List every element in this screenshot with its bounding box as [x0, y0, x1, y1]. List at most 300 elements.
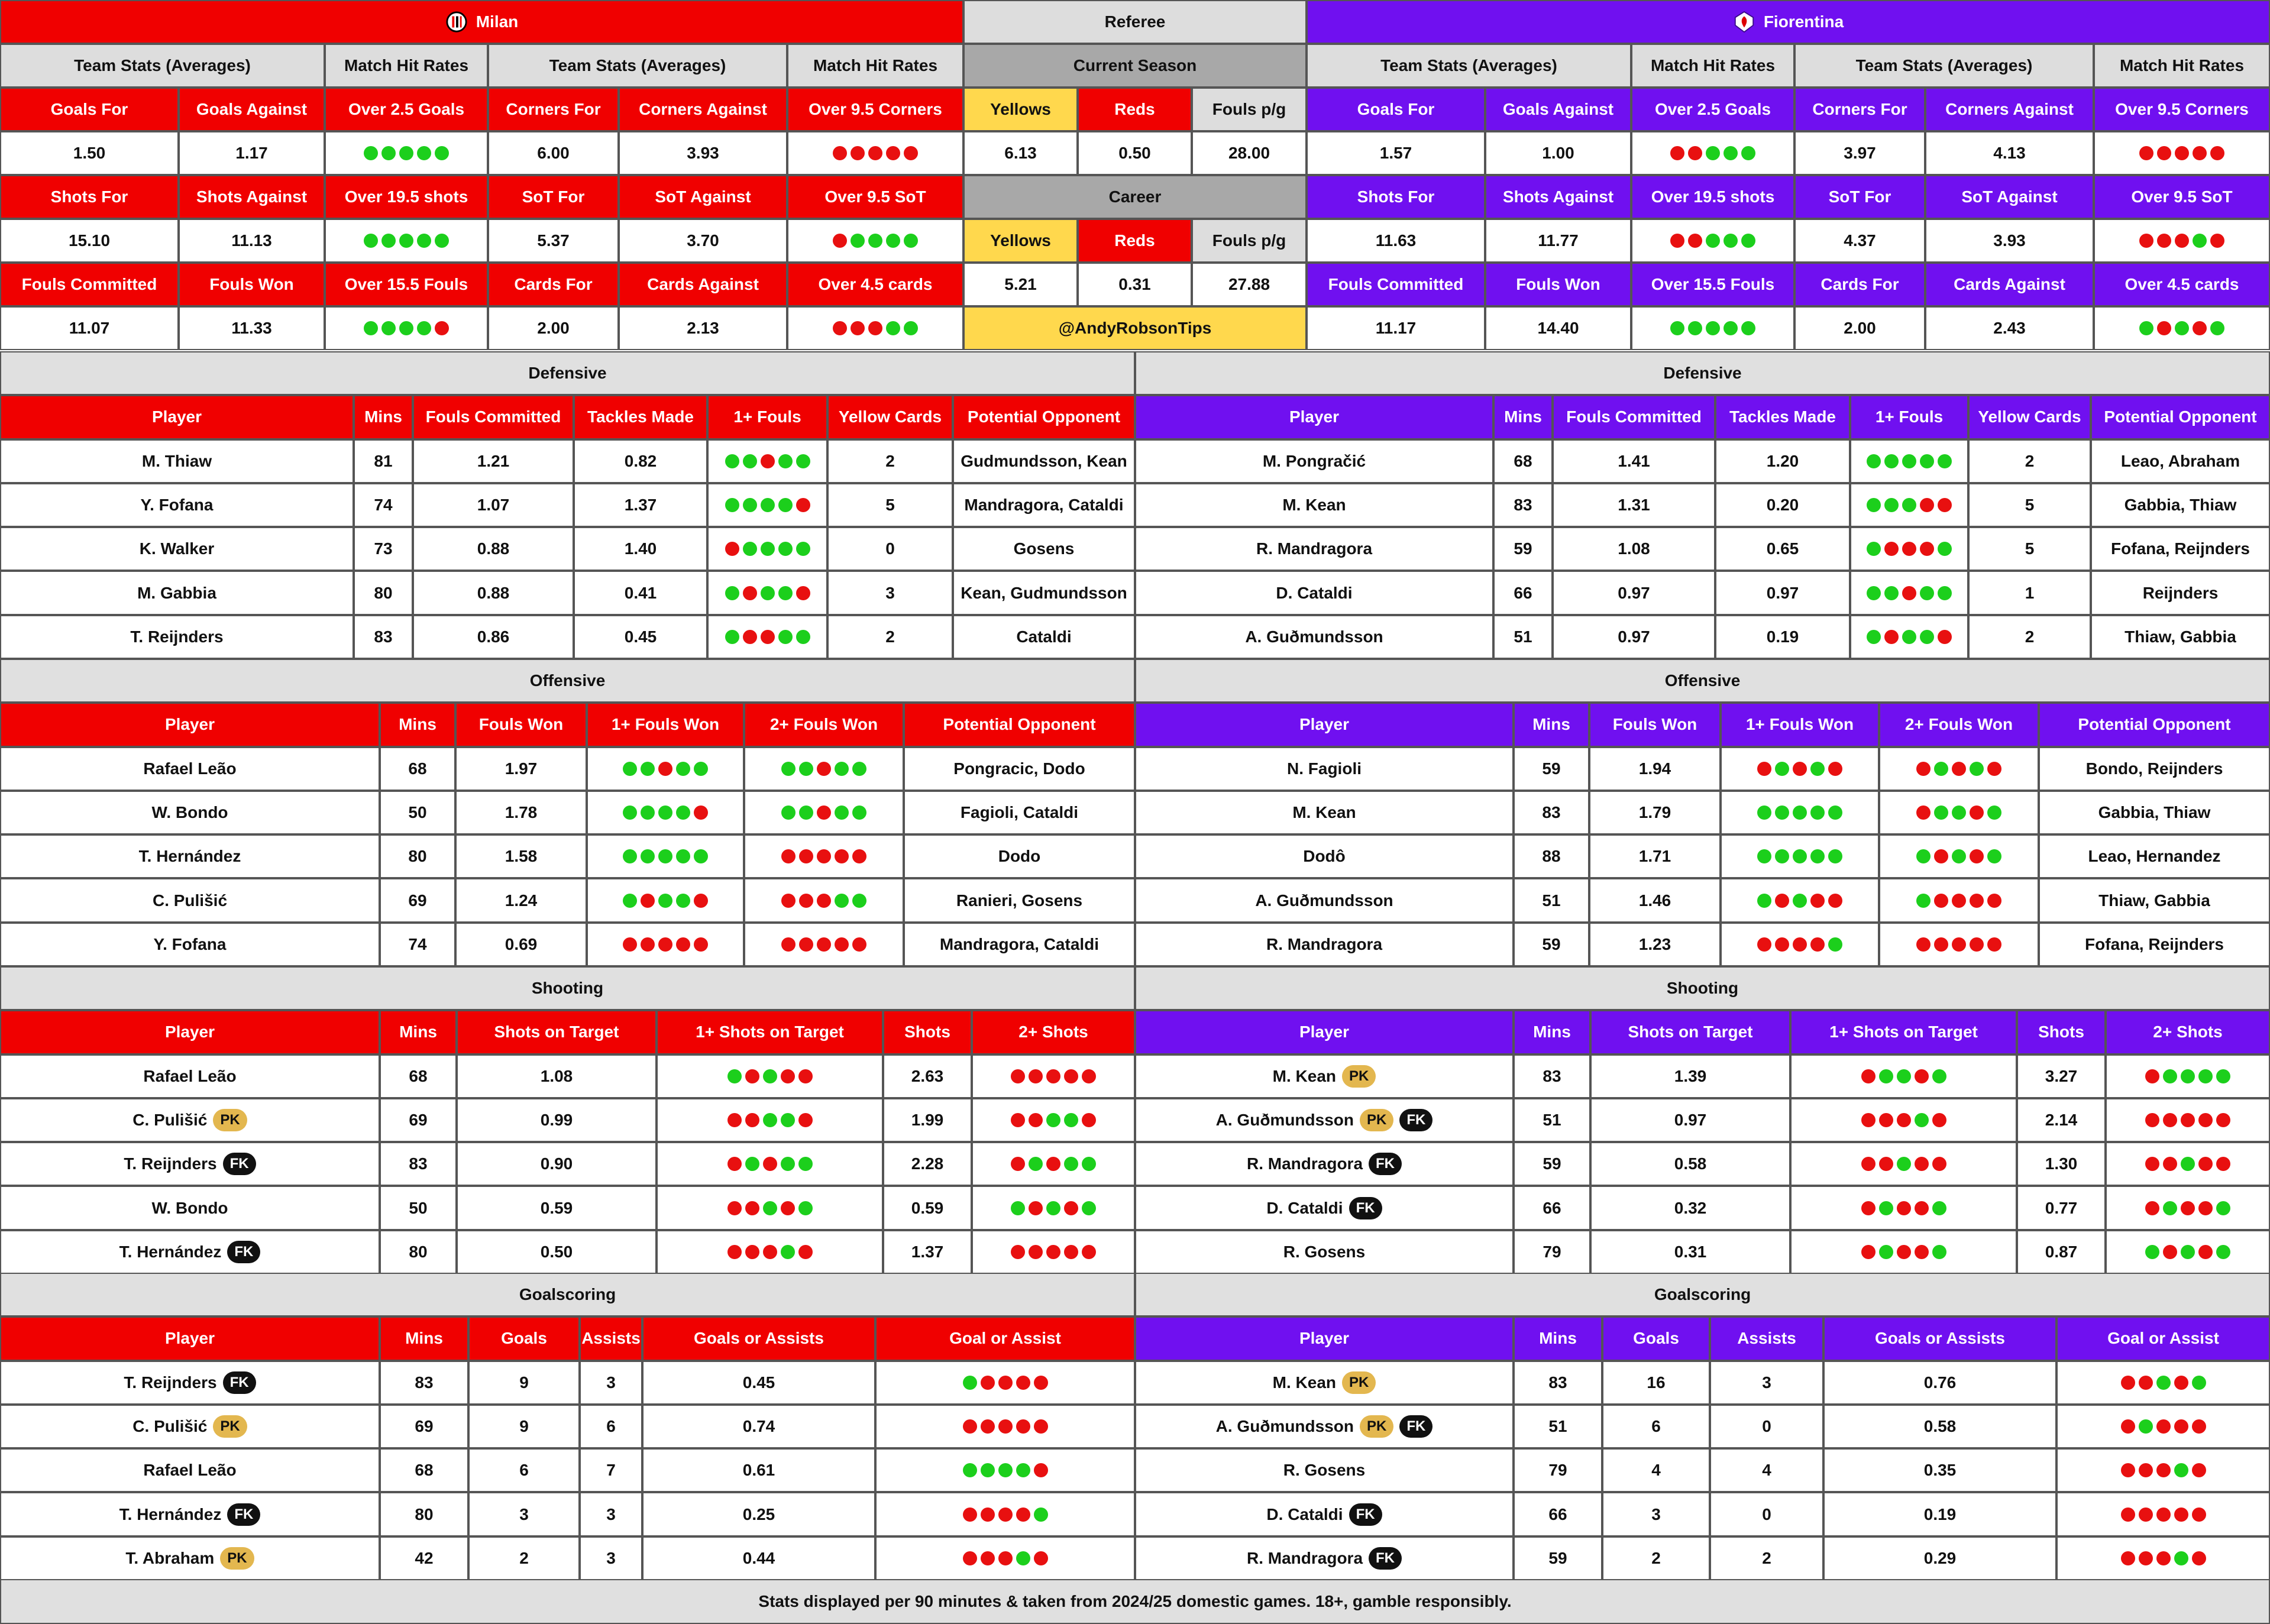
hit-dot-green: [364, 321, 378, 335]
stat-value: Reijnders: [2091, 571, 2270, 614]
miss-dot-red: [676, 937, 690, 952]
miss-dot-red: [694, 937, 708, 952]
stat-value: 59: [1514, 1142, 1590, 1186]
hit-dot-green: [852, 894, 866, 908]
miss-dot-red: [745, 1113, 759, 1127]
free-kick-taker-badge: FK: [227, 1241, 260, 1263]
hit-rate-cell: [787, 306, 963, 350]
stat-label: SoT Against: [1925, 175, 2094, 219]
stat-value: Gosens: [953, 527, 1135, 571]
hit-dot-green: [1879, 1245, 1893, 1259]
miss-dot-red: [1916, 805, 1931, 820]
hit-dot-green: [761, 586, 775, 600]
stat-value: 5: [1968, 483, 2091, 527]
hit-dot-green: [1046, 1201, 1060, 1215]
hit-dot-green: [2145, 1245, 2159, 1259]
miss-dot-red: [1932, 1113, 1946, 1127]
player-name-text: R. Mandragora: [1246, 1548, 1363, 1567]
stat-label: Corners Against: [1925, 88, 2094, 131]
hit-dots: [725, 454, 810, 468]
miss-dot-red: [2139, 146, 2153, 160]
miss-dot-red: [2198, 1157, 2213, 1171]
miss-dot-red: [2157, 234, 2171, 248]
miss-dot-red: [2139, 234, 2153, 248]
hit-rate-cell: [1721, 791, 1879, 834]
stat-value: 2: [827, 439, 953, 483]
hit-rate-cell: [657, 1098, 883, 1142]
hit-rate-cell: [787, 131, 963, 175]
miss-dot-red: [1046, 1069, 1060, 1083]
player-name: [1135, 1405, 1514, 1448]
hit-dot-green: [1757, 894, 1771, 908]
miss-dot-red: [998, 1551, 1013, 1565]
hit-dot-green: [2174, 1463, 2188, 1477]
hit-dots: [833, 146, 918, 160]
hit-dot-green: [1970, 762, 1984, 776]
hit-rate-cell: [1790, 1142, 2017, 1186]
hit-dot-green: [417, 321, 431, 335]
stat-value: 81: [354, 439, 413, 483]
miss-dot-red: [2163, 1157, 2177, 1171]
miss-dot-red: [886, 146, 900, 160]
player-name: [0, 747, 380, 791]
hit-dot-green: [1902, 498, 1916, 512]
hit-dots: [1011, 1201, 1096, 1215]
hit-dot-green: [1810, 762, 1825, 776]
player-name: [0, 571, 354, 614]
hit-dot-green: [364, 146, 378, 160]
hit-rate-cell: [1850, 527, 1968, 571]
milan-team-stats-grid: [0, 44, 963, 350]
reds-label: Reds: [1078, 219, 1192, 263]
hit-rate-cell: [657, 1142, 883, 1186]
career-yellows: 5.21: [963, 263, 1078, 306]
stat-value: 14.40: [1485, 306, 1631, 350]
miss-dot-red: [1034, 1376, 1048, 1390]
column-header: Potential Opponent: [2091, 395, 2270, 439]
hit-dots: [1861, 1245, 1946, 1259]
hit-dot-green: [851, 234, 865, 248]
hit-dots: [727, 1201, 813, 1215]
miss-dot-red: [1029, 1245, 1043, 1259]
player-name-text: R. Mandragora: [1246, 1154, 1363, 1173]
stat-value: 59: [1514, 1536, 1602, 1580]
hit-dot-green: [1952, 849, 1966, 863]
hit-rate-cell: [2094, 219, 2270, 263]
goalscoring-section-title: Goalscoring: [0, 1273, 1135, 1316]
stat-value: 0: [1710, 1492, 1823, 1536]
hit-dot-green: [725, 586, 739, 600]
hit-dot-green: [2163, 1069, 2177, 1083]
player-name-text: M. Kean: [1272, 1066, 1336, 1085]
hit-dot-green: [1688, 321, 1702, 335]
stat-value: 42: [380, 1536, 468, 1580]
hit-dots: [727, 1245, 813, 1259]
hit-dot-green: [1775, 805, 1789, 820]
miss-dot-red: [2145, 1069, 2159, 1083]
miss-dot-red: [1011, 1113, 1025, 1127]
stat-value: 0.99: [457, 1098, 657, 1142]
hit-dot-green: [725, 454, 739, 468]
stat-value: 11.17: [1307, 306, 1485, 350]
column-header: Player: [0, 1010, 380, 1054]
stat-value: 3.93: [619, 131, 787, 175]
hit-rate-cell: [1850, 439, 1968, 483]
column-header: Fouls Won: [455, 703, 587, 746]
player-name-text: C. Pulišić: [132, 1416, 208, 1435]
hit-dot-green: [1741, 321, 1755, 335]
miss-dot-red: [2210, 146, 2224, 160]
stat-label: Over 9.5 Corners: [2094, 88, 2270, 131]
stat-label: Cards Against: [619, 263, 787, 306]
hit-dot-green: [798, 1157, 813, 1171]
column-header: Assists: [1710, 1316, 1823, 1360]
miss-dot-red: [727, 1201, 742, 1215]
stat-value: Fagioli, Cataldi: [904, 791, 1135, 834]
player-name-text: R. Gosens: [1283, 1242, 1366, 1261]
hit-dot-green: [1867, 454, 1881, 468]
hit-dot-green: [1987, 805, 2001, 820]
hit-dot-green: [399, 321, 413, 335]
column-header: Mins: [1514, 703, 1589, 746]
hit-dot-green: [623, 849, 637, 863]
miss-dot-red: [981, 1507, 995, 1522]
hit-rate-cell: [707, 439, 827, 483]
hit-rate-cell: [972, 1142, 1135, 1186]
hit-dots: [1757, 937, 1842, 952]
player-name-text: C. Pulišić: [132, 1110, 208, 1129]
hit-rate-cell: [875, 1492, 1135, 1536]
hit-dot-green: [1867, 498, 1881, 512]
hit-dot-green: [1915, 1113, 1929, 1127]
column-header: Shots on Target: [457, 1010, 657, 1054]
miss-dot-red: [1861, 1245, 1876, 1259]
column-header: Assists: [580, 1316, 642, 1360]
miss-dot-red: [1757, 762, 1771, 776]
column-header: Fouls Committed: [413, 395, 574, 439]
stat-value: 2.13: [619, 306, 787, 350]
hit-dot-green: [1723, 321, 1738, 335]
miss-dot-red: [1034, 1551, 1048, 1565]
miss-dot-red: [2174, 1419, 2188, 1434]
column-header: Goals: [1602, 1316, 1710, 1360]
stat-label: Cards Against: [1925, 263, 2094, 306]
miss-dot-red: [817, 849, 831, 863]
miss-dot-red: [798, 1245, 813, 1259]
hit-rate-cell: [325, 131, 488, 175]
hit-rate-cell: [744, 747, 904, 791]
miss-dot-red: [981, 1419, 995, 1434]
hit-rate-cell: [787, 219, 963, 263]
miss-dot-red: [1670, 234, 1684, 248]
hit-dots: [1916, 937, 2001, 952]
miss-dot-red: [798, 1069, 813, 1083]
column-header: Player: [0, 395, 354, 439]
miss-dot-red: [781, 1201, 795, 1215]
stat-value: 69: [380, 1098, 457, 1142]
miss-dot-red: [904, 146, 918, 160]
hit-dot-green: [399, 146, 413, 160]
player-name: [1135, 615, 1493, 659]
stat-value: 68: [380, 1448, 468, 1492]
hit-dot-green: [963, 1376, 977, 1390]
miss-dot-red: [1915, 1157, 1929, 1171]
hit-dot-green: [868, 234, 882, 248]
hit-rate-cell: [1879, 834, 2039, 878]
yellows-label: Yellows: [963, 88, 1078, 131]
player-name-text: D. Cataldi: [1266, 1505, 1343, 1523]
career-reds: 0.31: [1078, 263, 1192, 306]
miss-dot-red: [1861, 1201, 1876, 1215]
stat-value: 0.87: [2017, 1230, 2106, 1274]
miss-dot-red: [1011, 1245, 1025, 1259]
hit-dots: [2139, 321, 2224, 335]
player-name: [1135, 923, 1514, 966]
hit-rate-cell: [1631, 306, 1794, 350]
player-name-text: Rafael Leão: [143, 759, 237, 778]
hit-dot-green: [725, 630, 739, 644]
free-kick-taker-badge: FK: [1369, 1547, 1402, 1570]
hit-rate-cell: [587, 834, 744, 878]
hit-rate-cell: [587, 747, 744, 791]
stat-value: 69: [380, 878, 455, 922]
hit-dots: [727, 1113, 813, 1127]
miss-dot-red: [1064, 1245, 1078, 1259]
hit-dot-green: [781, 1245, 795, 1259]
hit-rate-cell: [744, 834, 904, 878]
miss-dot-red: [745, 1201, 759, 1215]
miss-dot-red: [2198, 1201, 2213, 1215]
free-kick-taker-badge: FK: [223, 1371, 256, 1394]
miss-dot-red: [641, 894, 655, 908]
player-name: [1135, 791, 1514, 834]
player-name-text: K. Walker: [139, 539, 215, 558]
stat-value: 0.58: [1823, 1405, 2056, 1448]
hit-dot-green: [1879, 1201, 1893, 1215]
hit-rate-cell: [707, 571, 827, 614]
stat-value: 0.69: [455, 923, 587, 966]
stat-value: 5: [1968, 527, 2091, 571]
hit-dot-green: [1775, 849, 1789, 863]
hit-dot-green: [1757, 849, 1771, 863]
stat-value: 0.50: [457, 1230, 657, 1274]
stat-value: 0.82: [574, 439, 707, 483]
player-name: [0, 1230, 380, 1274]
miss-dot-red: [1670, 146, 1684, 160]
stat-value: 50: [380, 1186, 457, 1230]
hit-dot-green: [743, 498, 757, 512]
miss-dot-red: [2175, 146, 2189, 160]
stat-label: Over 9.5 SoT: [787, 175, 963, 219]
miss-dot-red: [2121, 1376, 2135, 1390]
player-name-text: M. Kean: [1282, 495, 1346, 514]
fiorentina-crest-icon: [1733, 11, 1755, 33]
miss-dot-red: [851, 146, 865, 160]
miss-dot-red: [763, 1245, 777, 1259]
hit-dots: [1861, 1069, 1946, 1083]
penalty-taker-badge: PK: [213, 1415, 247, 1438]
player-name-text: M. Pongračić: [1262, 451, 1366, 470]
miss-dot-red: [1920, 498, 1934, 512]
hit-dot-green: [998, 1463, 1013, 1477]
stat-value: 1.21: [413, 439, 574, 483]
column-header: Player: [1135, 1316, 1514, 1360]
miss-dot-red: [2157, 146, 2171, 160]
stat-label: Corners Against: [619, 88, 787, 131]
column-header: Player: [0, 1316, 380, 1360]
column-header: Mins: [380, 1316, 468, 1360]
column-header: Tackles Made: [574, 395, 707, 439]
stat-value: 1.37: [883, 1230, 972, 1274]
hit-dot-green: [1775, 762, 1789, 776]
hit-dots: [2145, 1245, 2230, 1259]
player-name-text: T. Hernández: [119, 1505, 222, 1523]
milan-goalscoring-grid: [0, 1273, 1135, 1580]
hit-rate-cell: [2106, 1098, 2270, 1142]
team-stats-header: Team Stats (Averages): [1794, 44, 2094, 88]
hit-rate-cell: [587, 791, 744, 834]
stat-value: 15.10: [0, 219, 179, 263]
stat-value: 0.74: [642, 1405, 875, 1448]
hit-rate-cell: [1790, 1230, 2017, 1274]
stat-value: 83: [1514, 1361, 1602, 1405]
hit-dots: [963, 1507, 1048, 1522]
hit-dots: [727, 1157, 813, 1171]
hit-dot-green: [1810, 849, 1825, 863]
stat-label: Fouls Won: [179, 263, 325, 306]
miss-dot-red: [799, 849, 813, 863]
stat-label: Over 9.5 Corners: [787, 88, 963, 131]
hit-dot-green: [2216, 1069, 2230, 1083]
miss-dot-red: [1064, 1069, 1078, 1083]
hit-dot-green: [852, 762, 866, 776]
miss-dot-red: [2210, 234, 2224, 248]
player-name-text: W. Bondo: [151, 803, 228, 821]
reds-label: Reds: [1078, 88, 1192, 131]
stat-value: 2: [1710, 1536, 1823, 1580]
miss-dot-red: [641, 937, 655, 952]
hit-dots: [2145, 1069, 2230, 1083]
hit-dot-green: [835, 894, 849, 908]
hit-dots: [781, 894, 866, 908]
stat-value: 3.97: [1794, 131, 1925, 175]
hit-dot-green: [763, 1069, 777, 1083]
hit-dot-green: [1706, 321, 1720, 335]
hit-dots: [725, 498, 810, 512]
stat-value: Gudmundsson, Kean: [953, 439, 1135, 483]
column-header: Goal or Assist: [875, 1316, 1135, 1360]
column-header: 2+ Shots: [972, 1010, 1135, 1054]
stat-value: 1.71: [1589, 834, 1721, 878]
miss-dot-red: [1934, 894, 1948, 908]
stat-label: Cards For: [488, 263, 619, 306]
player-name-text: C. Pulišić: [152, 891, 228, 910]
hit-rate-cell: [1721, 878, 1879, 922]
hit-dot-green: [1670, 321, 1684, 335]
stat-value: 1.24: [455, 878, 587, 922]
stat-value: 0.19: [1715, 615, 1850, 659]
hit-dot-green: [1741, 146, 1755, 160]
hit-dot-green: [1016, 1463, 1030, 1477]
hit-rate-cell: [1631, 131, 1794, 175]
stat-value: 3.93: [1925, 219, 2094, 263]
hit-dots: [1867, 498, 1952, 512]
stat-value: 1.94: [1589, 747, 1721, 791]
miss-dot-red: [833, 146, 847, 160]
hit-dot-green: [1884, 454, 1899, 468]
miss-dot-red: [2193, 321, 2207, 335]
miss-dot-red: [2163, 1113, 2177, 1127]
hit-rate-cell: [707, 483, 827, 527]
hit-rate-cell: [1879, 791, 2039, 834]
hit-dot-green: [2181, 1245, 2195, 1259]
miss-dot-red: [796, 586, 810, 600]
stat-value: 51: [1493, 615, 1553, 659]
miss-dot-red: [727, 1157, 742, 1171]
stat-value: Kean, Gudmundsson: [953, 571, 1135, 614]
miss-dot-red: [1016, 1507, 1030, 1522]
miss-dot-red: [1082, 1069, 1096, 1083]
stat-value: 0.97: [1553, 615, 1715, 659]
stat-value: 2.28: [883, 1142, 972, 1186]
player-name-text: T. Reijnders: [124, 1154, 217, 1173]
free-kick-taker-badge: FK: [1399, 1109, 1433, 1131]
stat-value: 2.43: [1925, 306, 2094, 350]
column-header: Goals or Assists: [642, 1316, 875, 1360]
miss-dot-red: [743, 630, 757, 644]
hit-dot-green: [1064, 1157, 1078, 1171]
stat-value: 1.08: [1553, 527, 1715, 571]
hit-rate-cell: [2056, 1405, 2270, 1448]
column-header: Shots: [883, 1010, 972, 1054]
stat-label: Fouls Won: [1485, 263, 1631, 306]
miss-dot-red: [998, 1376, 1013, 1390]
hit-dots: [364, 146, 449, 160]
twitter-handle: @AndyRobsonTips: [963, 306, 1307, 350]
column-header: Mins: [380, 1010, 457, 1054]
stat-label: Goals Against: [179, 88, 325, 131]
team-stats-header: Team Stats (Averages): [0, 44, 325, 88]
stat-value: 7: [580, 1448, 642, 1492]
shooting-section-title: Shooting: [1135, 966, 2270, 1010]
miss-dot-red: [763, 1157, 777, 1171]
hit-dot-green: [1867, 630, 1881, 644]
hit-rate-cell: [972, 1186, 1135, 1230]
hit-dot-green: [1920, 586, 1934, 600]
player-name-text: Y. Fofana: [140, 495, 214, 514]
hit-dots: [2139, 146, 2224, 160]
player-name: [1135, 834, 1514, 878]
miss-dot-red: [1861, 1069, 1876, 1083]
hit-dots: [1670, 234, 1755, 248]
column-header: Player: [1135, 703, 1514, 746]
player-name: [1135, 1536, 1514, 1580]
stat-value: 0.19: [1823, 1492, 2056, 1536]
miss-dot-red: [981, 1551, 995, 1565]
hit-rate-cell: [2094, 306, 2270, 350]
miss-dot-red: [2192, 1463, 2206, 1477]
hit-dots: [1861, 1201, 1946, 1215]
hit-dots: [1861, 1157, 1946, 1171]
miss-dot-red: [2121, 1507, 2135, 1522]
hit-dot-green: [435, 234, 449, 248]
defensive-section-title: Defensive: [0, 351, 1135, 395]
hit-dot-green: [658, 894, 672, 908]
miss-dot-red: [1916, 762, 1931, 776]
player-name-text: R. Gosens: [1283, 1461, 1366, 1480]
stat-label: SoT For: [488, 175, 619, 219]
hit-dot-green: [1723, 146, 1738, 160]
